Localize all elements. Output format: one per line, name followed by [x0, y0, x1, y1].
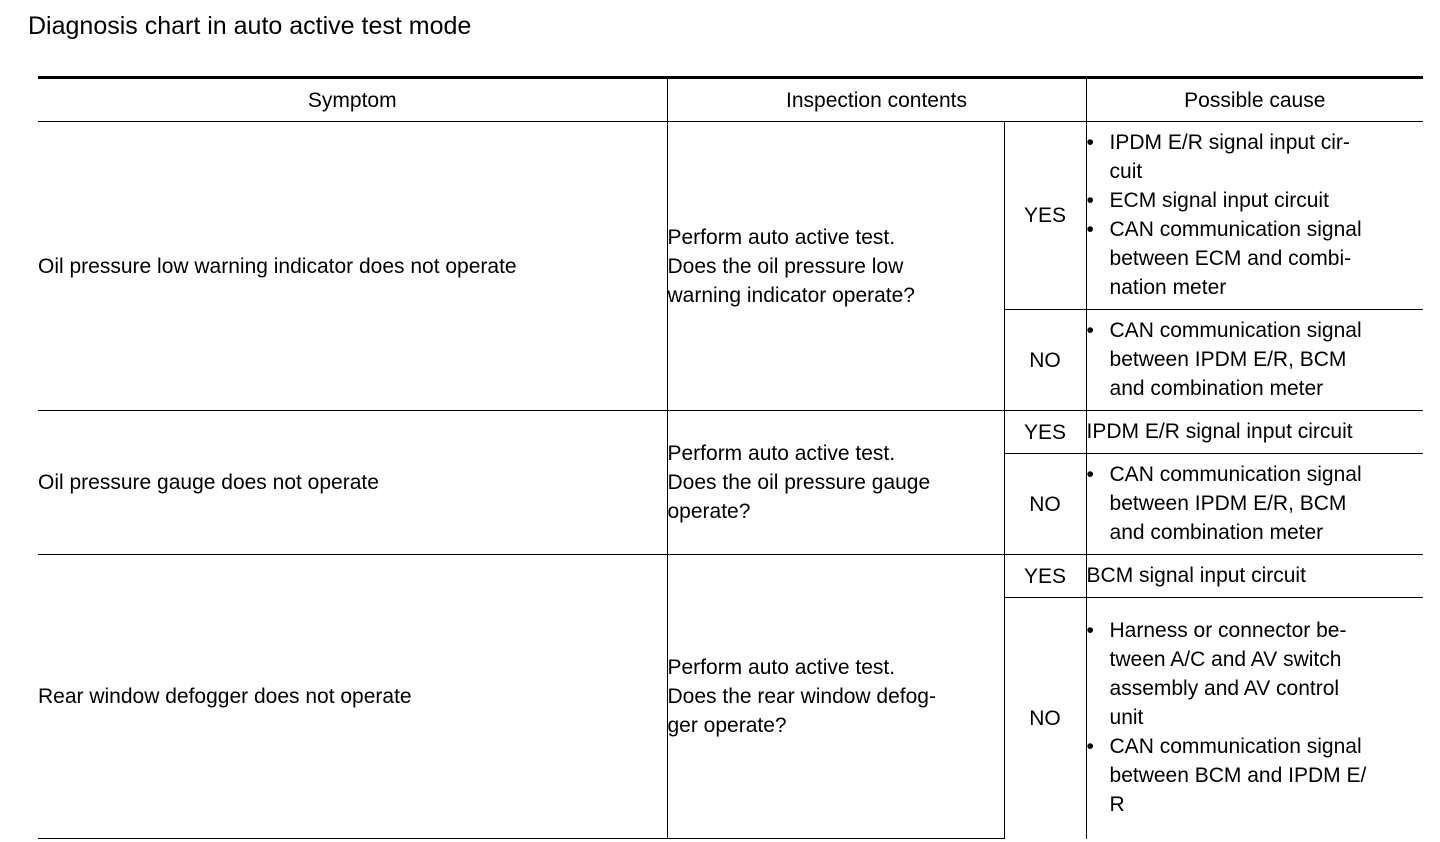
cause-line: R [1109, 792, 1125, 816]
inspection-line: Does the oil pressure gauge [667, 471, 931, 494]
cause-line: • Harness or connector be- [1109, 618, 1347, 642]
cause-cell [1086, 310, 1423, 411]
cause-line: unit [1109, 705, 1144, 729]
cause-line: cuit [1109, 159, 1143, 183]
symptom-cell: Oil pressure gauge does not operate [38, 411, 667, 555]
inspection-line: Perform auto active test. [667, 656, 896, 679]
cause-list [1087, 611, 1424, 826]
inspection-line: ger operate? [667, 714, 787, 737]
inspection-cell [667, 411, 1004, 555]
cause-item [1087, 732, 1424, 819]
cause-line: • CAN communication signal [1109, 217, 1362, 241]
cause-item [1087, 616, 1424, 732]
inspection-line: Perform auto active test. [667, 442, 896, 465]
cause-cell [1086, 454, 1423, 555]
cause-line: and combination meter [1109, 520, 1324, 544]
inspection-line: operate? [667, 500, 751, 523]
symptom-cell: Oil pressure low warning indicator does not operate [38, 122, 667, 411]
cause-line: assembly and AV control [1109, 676, 1340, 700]
table-header-row [38, 78, 1423, 122]
yes-label: YES [1004, 122, 1086, 310]
cause-item [1087, 215, 1424, 302]
cause-list [1087, 455, 1424, 554]
cause-item [1087, 186, 1424, 215]
inspection-line: Perform auto active test. [667, 225, 896, 249]
cause-line: • CAN communication signal [1109, 734, 1362, 758]
no-label: NO [1004, 598, 1086, 839]
cause-cell [1086, 122, 1423, 310]
cause-list [1087, 123, 1424, 309]
cause-item [1087, 460, 1424, 547]
page-title: Diagnosis chart in auto active test mode [28, 12, 472, 40]
cause-item [1087, 128, 1424, 186]
table-row [38, 122, 1423, 310]
cause-item [1087, 316, 1424, 403]
yes-label: YES [1004, 555, 1086, 598]
cause-line: between IPDM E/R, BCM [1109, 347, 1347, 371]
inspection-line: Does the oil pressure low [667, 254, 904, 278]
table-row [38, 555, 1423, 598]
cause-line: • ECM signal input circuit [1109, 188, 1329, 212]
diagnosis-table [38, 76, 1423, 839]
symptom-cell: Rear window defogger does not operate [38, 555, 667, 839]
inspection-cell [667, 555, 1004, 839]
yes-label: YES [1004, 411, 1086, 454]
table-row [38, 411, 1423, 454]
cause-line: • CAN communication signal [1109, 462, 1362, 486]
cause-line: tween A/C and AV switch [1109, 647, 1342, 671]
cause-line: • IPDM E/R signal input cir- [1109, 130, 1350, 154]
cause-line: and combination meter [1109, 376, 1324, 400]
cause-line: between IPDM E/R, BCM [1109, 491, 1347, 515]
cause-line: nation meter [1109, 275, 1227, 299]
inspection-cell [667, 122, 1004, 411]
cause-line: between BCM and IPDM E/ [1109, 763, 1367, 787]
cause-cell: IPDM E/R signal input circuit [1086, 411, 1423, 454]
inspection-line: Does the rear window defog- [667, 685, 936, 708]
header-possible-cause: Possible cause [1086, 78, 1423, 122]
inspection-line: warning indicator operate? [667, 283, 915, 307]
cause-line: • CAN communication signal [1109, 318, 1362, 342]
cause-cell [1086, 598, 1423, 839]
cause-cell: BCM signal input circuit [1086, 555, 1423, 598]
no-label: NO [1004, 310, 1086, 411]
header-inspection-contents: Inspection contents [667, 78, 1086, 122]
no-label: NO [1004, 454, 1086, 555]
header-symptom: Symptom [38, 78, 667, 122]
cause-list [1087, 311, 1424, 410]
cause-line: between ECM and combi- [1109, 246, 1352, 270]
